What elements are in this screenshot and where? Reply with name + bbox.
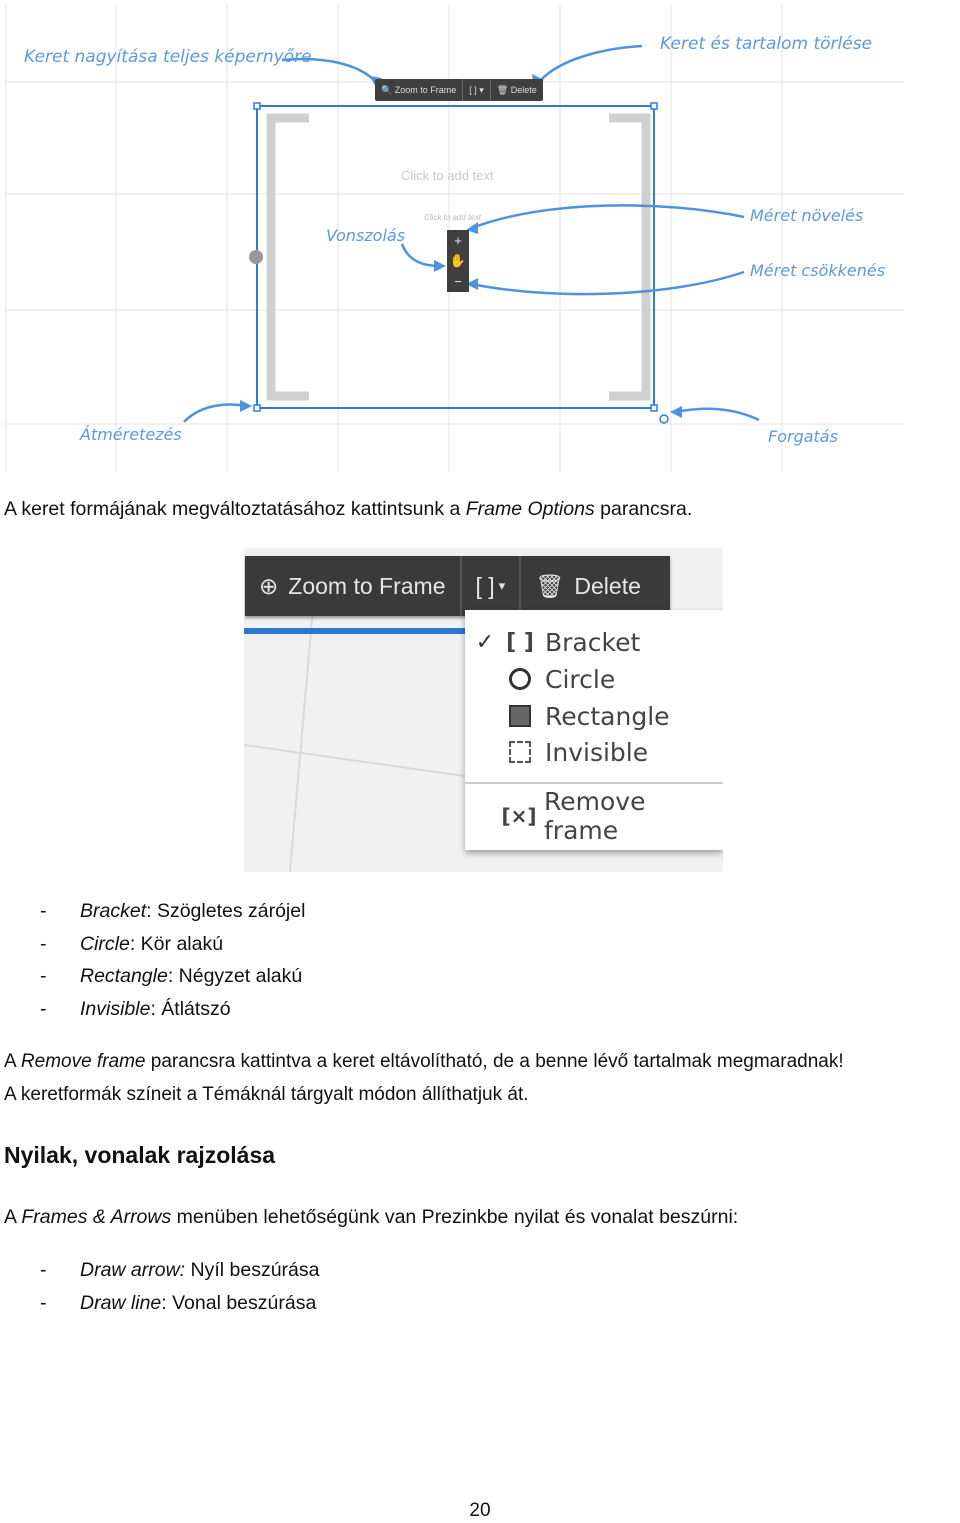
list-item: - Draw line: Vonal beszúrása <box>40 1292 317 1314</box>
list-item: - Invisible: Átlátszó <box>40 998 231 1020</box>
menu-item-label: Bracket <box>545 627 641 657</box>
plus-icon[interactable]: + <box>454 232 462 248</box>
annotation-drag: Vonszolás <box>326 226 406 245</box>
selection-edge <box>244 628 466 634</box>
placeholder-small[interactable]: Click to add text <box>424 213 481 222</box>
menu-item-invisible[interactable] <box>465 734 723 770</box>
frame-toolbar <box>245 556 670 616</box>
delete-label: Delete <box>510 84 537 95</box>
checkmark-icon: ✓ <box>475 629 495 655</box>
list-item: - Rectangle: Négyzet alakú <box>40 965 303 987</box>
menu-item-label: Invisible <box>545 737 649 767</box>
paragraph-frames-arrows: A Frames & Arrows menüben lehetőségünk van Prezinkbe nyilat és vonalat beszúrni: <box>4 1206 739 1228</box>
zoom-icon: ⊕ <box>259 572 279 599</box>
delete-label: Delete <box>574 572 641 599</box>
menu-item-label: Rectangle <box>545 701 670 731</box>
bracket-icon: [ ] <box>506 629 534 655</box>
menu-item-remove-frame[interactable] <box>465 787 723 845</box>
rectangle-icon <box>505 705 535 727</box>
invisible-frame-icon <box>505 741 535 763</box>
zoom-label: Zoom to Frame <box>288 572 446 599</box>
section-heading: Nyilak, vonalak rajzolása <box>4 1142 276 1168</box>
list-item: - Draw arrow: Nyíl beszúrása <box>40 1259 320 1281</box>
annotation-zoom: Keret nagyítása teljes képernyőre <box>24 47 312 67</box>
chevron-down-icon: ▾ <box>498 578 506 593</box>
mini-toolbar <box>375 79 543 101</box>
zoom-to-frame-button[interactable] <box>245 556 460 616</box>
frame-options-menu <box>465 610 723 850</box>
delete-button[interactable] <box>521 556 655 616</box>
annotation-delete: Keret és tartalom törlése <box>660 34 873 54</box>
bracket-label: [ ] <box>475 572 495 599</box>
zoom-to-frame-button[interactable]: 🔍 Zoom to Frame <box>381 84 457 95</box>
paragraph-frame-options: A keret formájának megváltoztatásához kattintsunk a Frame Options parancsra. <box>4 498 693 520</box>
paragraph-remove-frame: A Remove frame parancsra kattintva a keret eltávolítható, de a benne lévő tartalmak megmaradnak! <box>4 1051 844 1072</box>
trash-icon: 🗑 <box>535 572 565 599</box>
zoom-label: Zoom to Frame <box>394 84 457 95</box>
delete-button[interactable]: 🗑 Delete <box>496 84 537 95</box>
annotation-size-increase: Méret növelés <box>750 206 864 225</box>
menu-item-bracket[interactable] <box>465 624 723 660</box>
annotation-size-decrease: Méret csökkenés <box>750 261 886 280</box>
menu-item-circle[interactable] <box>465 661 723 697</box>
remove-frame-icon: [×] <box>501 804 537 828</box>
frame-options-button[interactable]: [ ] ▾ <box>469 84 484 95</box>
hand-icon[interactable]: ✋ <box>449 252 467 268</box>
menu-item-rectangle[interactable] <box>465 698 723 734</box>
frame-options-screenshot <box>244 548 723 872</box>
list-item: - Circle: Kör alakú <box>40 933 224 955</box>
frame-tools-figure <box>4 4 904 472</box>
paragraph-colors: A keretformák színeit a Témáknál tárgyalt módon állíthatjuk át. <box>4 1084 529 1105</box>
menu-item-label: Remove frame <box>544 787 646 845</box>
page-number: 20 <box>469 1500 491 1521</box>
annotation-rotate: Forgatás <box>768 427 838 446</box>
menu-item-label: Circle <box>545 664 616 694</box>
minus-icon[interactable]: − <box>454 274 462 290</box>
placeholder-large[interactable]: Click to add text <box>401 168 494 183</box>
circle-icon <box>505 668 535 690</box>
size-controls <box>447 230 469 292</box>
annotation-resize: Átméretezés <box>80 425 182 444</box>
frame-options-button[interactable] <box>462 556 520 616</box>
list-item: - Bracket: Szögletes zárójel <box>40 900 306 922</box>
